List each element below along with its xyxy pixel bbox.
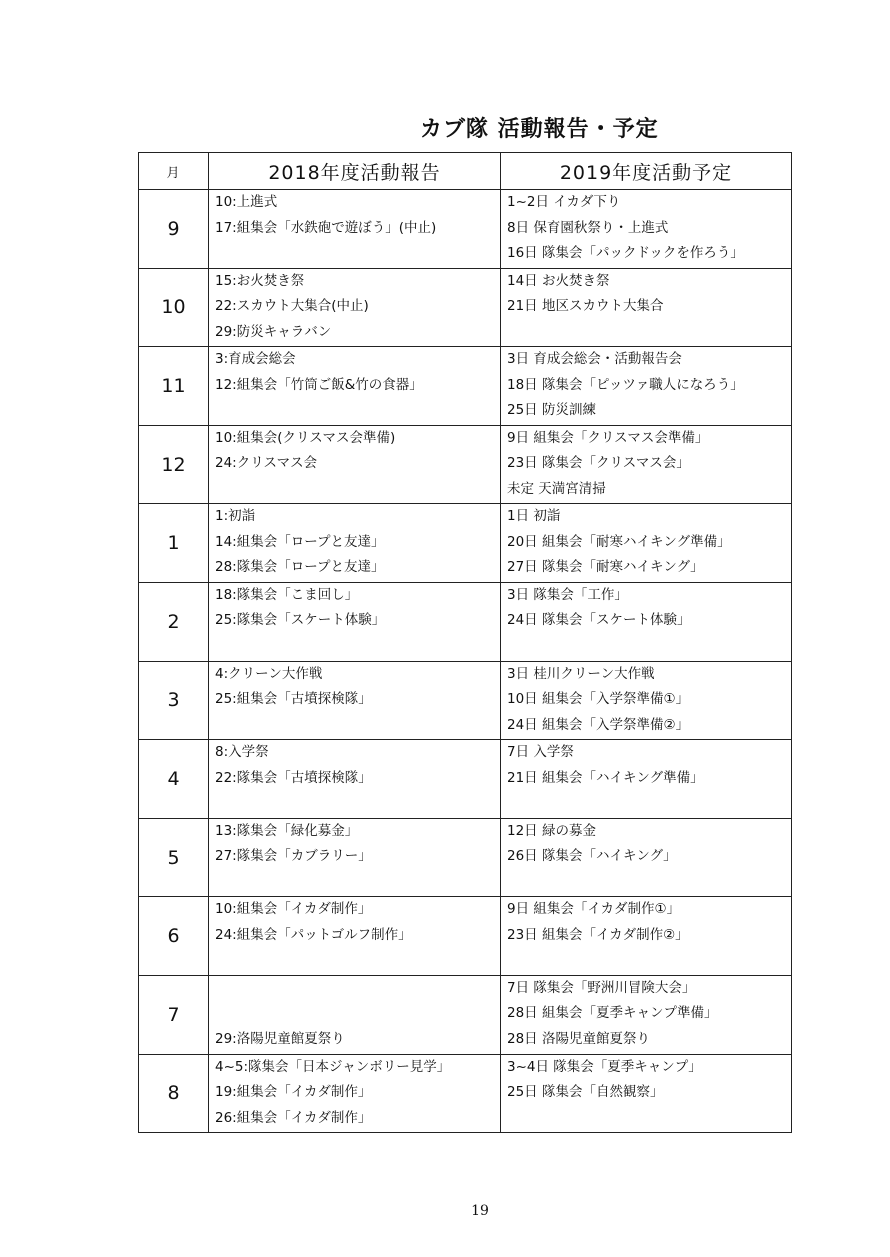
plan-entry: 7日 隊集会「野洲川冒険大会」 (507, 979, 696, 996)
report-entry: 19:組集会「イカダ制作」 (215, 1084, 372, 1101)
plan-entry: 24日 組集会「入学祭準備②」 (507, 716, 690, 733)
plan-entry: 3~4日 隊集会「夏季キャンプ」 (507, 1058, 702, 1075)
report-entry: 3:育成会総会 (215, 351, 296, 368)
report-entry: 10:組集会「イカダ制作」 (215, 901, 372, 918)
plan-entry: 25日 防災訓練 (507, 402, 596, 419)
report-entry: 18:隊集会「こま回し」 (215, 586, 359, 603)
activity-schedule-table (138, 152, 792, 1133)
report-cell (209, 740, 501, 819)
plan-cell (501, 190, 792, 269)
report-entry: 29:洛陽児童館夏祭り (215, 1030, 345, 1047)
plan-entry: 3日 育成会総会・活動報告会 (507, 351, 682, 368)
report-cell (209, 504, 501, 583)
month-cell: 10 (139, 268, 209, 347)
report-entry: 1:初詣 (215, 508, 256, 525)
plan-entry: 16日 隊集会「パックドックを作ろう」 (507, 245, 744, 261)
report-entry: 29:防災キャラバン (215, 323, 332, 340)
plan-entry: 3日 隊集会「工作」 (507, 586, 628, 603)
report-entry: 15:お火焚き祭 (215, 272, 305, 289)
header-row (139, 153, 792, 190)
plan-cell (501, 740, 792, 819)
report-cell (209, 661, 501, 740)
schedule-body (139, 190, 792, 1133)
table-row (139, 425, 792, 504)
report-entry: 8:入学祭 (215, 744, 269, 761)
month-column-header: 月 (139, 153, 209, 190)
plan-entry: 未定 天満宮清掃 (507, 480, 606, 497)
plan-column-header: 2019年度活動予定 (501, 153, 792, 190)
plan-entry: 1日 初詣 (507, 508, 561, 525)
plan-entry: 1~2日 イカダ下り (507, 194, 621, 210)
report-cell (209, 190, 501, 269)
plan-entry: 9日 組集会「イカダ制作①」 (507, 901, 681, 918)
report-entry: 4:クリーン大作戦 (215, 665, 323, 682)
report-entry: 22:隊集会「古墳探検隊」 (215, 769, 372, 786)
table-row (139, 975, 792, 1054)
table-row (139, 897, 792, 976)
table-row (139, 504, 792, 583)
plan-cell (501, 975, 792, 1054)
month-cell: 4 (139, 740, 209, 819)
page-number: 19 (471, 1203, 489, 1219)
plan-entry: 28日 組集会「夏季キャンプ準備」 (507, 1005, 718, 1022)
report-cell (209, 975, 501, 1054)
report-cell (209, 582, 501, 661)
plan-entry: 10日 組集会「入学祭準備①」 (507, 691, 690, 708)
plan-cell (501, 504, 792, 583)
month-cell: 8 (139, 1054, 209, 1133)
plan-cell (501, 661, 792, 740)
month-cell: 1 (139, 504, 209, 583)
plan-cell (501, 818, 792, 897)
report-cell (209, 818, 501, 897)
report-cell (209, 347, 501, 426)
plan-entry: 21日 組集会「ハイキング準備」 (507, 769, 704, 786)
report-entry: 28:隊集会「ロープと友達」 (215, 559, 385, 576)
plan-cell (501, 1054, 792, 1133)
page-title: カブ隊 活動報告・予定 (420, 117, 659, 142)
month-cell: 11 (139, 347, 209, 426)
month-cell: 5 (139, 818, 209, 897)
report-cell (209, 1054, 501, 1133)
report-entry: 25:隊集会「スケート体験」 (215, 612, 386, 629)
report-entry: 12:組集会「竹筒ご飯&竹の食器」 (215, 376, 423, 393)
month-cell: 12 (139, 425, 209, 504)
report-entry: 25:組集会「古墳探検隊」 (215, 691, 372, 708)
report-cell (209, 425, 501, 504)
table-row (139, 740, 792, 819)
plan-cell (501, 897, 792, 976)
table-row (139, 661, 792, 740)
plan-entry: 20日 組集会「耐寒ハイキング準備」 (507, 533, 731, 550)
plan-cell (501, 582, 792, 661)
month-cell: 6 (139, 897, 209, 976)
table-row (139, 1054, 792, 1133)
plan-entry: 26日 隊集会「ハイキング」 (507, 848, 677, 865)
table-row (139, 347, 792, 426)
plan-cell (501, 425, 792, 504)
report-cell (209, 268, 501, 347)
report-entry: 10:組集会(クリスマス会準備) (215, 429, 396, 446)
table-row (139, 582, 792, 661)
report-entry: 10:上進式 (215, 194, 278, 210)
report-entry: 24:組集会「パットゴルフ制作」 (215, 926, 412, 943)
report-entry: 13:隊集会「緑化募金」 (215, 822, 359, 839)
report-column-header: 2018年度活動報告 (209, 153, 501, 190)
plan-entry: 12日 緑の募金 (507, 822, 596, 839)
plan-entry: 24日 隊集会「スケート体験」 (507, 612, 691, 629)
report-entry: 26:組集会「イカダ制作」 (215, 1109, 372, 1126)
report-entry: 27:隊集会「カブラリー」 (215, 848, 372, 865)
table-row (139, 190, 792, 269)
plan-entry: 9日 組集会「クリスマス会準備」 (507, 429, 709, 446)
report-entry: 17:組集会「水鉄砲で遊ぼう」(中止) (215, 219, 437, 236)
table-row (139, 818, 792, 897)
month-cell: 2 (139, 582, 209, 661)
plan-entry: 28日 洛陽児童館夏祭り (507, 1030, 650, 1047)
plan-cell (501, 347, 792, 426)
plan-entry: 8日 保育園秋祭り・上進式 (507, 219, 669, 236)
plan-entry: 23日 隊集会「クリスマス会」 (507, 455, 690, 472)
table-row (139, 268, 792, 347)
plan-entry: 18日 隊集会「ピッツァ職人になろう」 (507, 376, 744, 393)
plan-entry: 3日 桂川クリーン大作戦 (507, 665, 655, 682)
month-cell: 9 (139, 190, 209, 269)
blank-line (215, 1001, 500, 1027)
plan-cell (501, 268, 792, 347)
month-cell: 7 (139, 975, 209, 1054)
plan-entry: 7日 入学祭 (507, 744, 574, 761)
report-entry: 4~5:隊集会「日本ジャンボリー見学」 (215, 1058, 451, 1075)
plan-entry: 27日 隊集会「耐寒ハイキング」 (507, 559, 704, 576)
plan-entry: 14日 お火焚き祭 (507, 272, 610, 289)
plan-entry: 21日 地区スカウト大集合 (507, 298, 664, 315)
report-cell (209, 897, 501, 976)
report-entry: 22:スカウト大集合(中止) (215, 298, 369, 315)
plan-entry: 25日 隊集会「自然観察」 (507, 1084, 664, 1101)
report-entry: 14:組集会「ロープと友達」 (215, 533, 385, 550)
plan-entry: 23日 組集会「イカダ制作②」 (507, 926, 689, 943)
blank-line (215, 976, 500, 1002)
month-cell: 3 (139, 661, 209, 740)
report-entry: 24:クリスマス会 (215, 455, 318, 472)
